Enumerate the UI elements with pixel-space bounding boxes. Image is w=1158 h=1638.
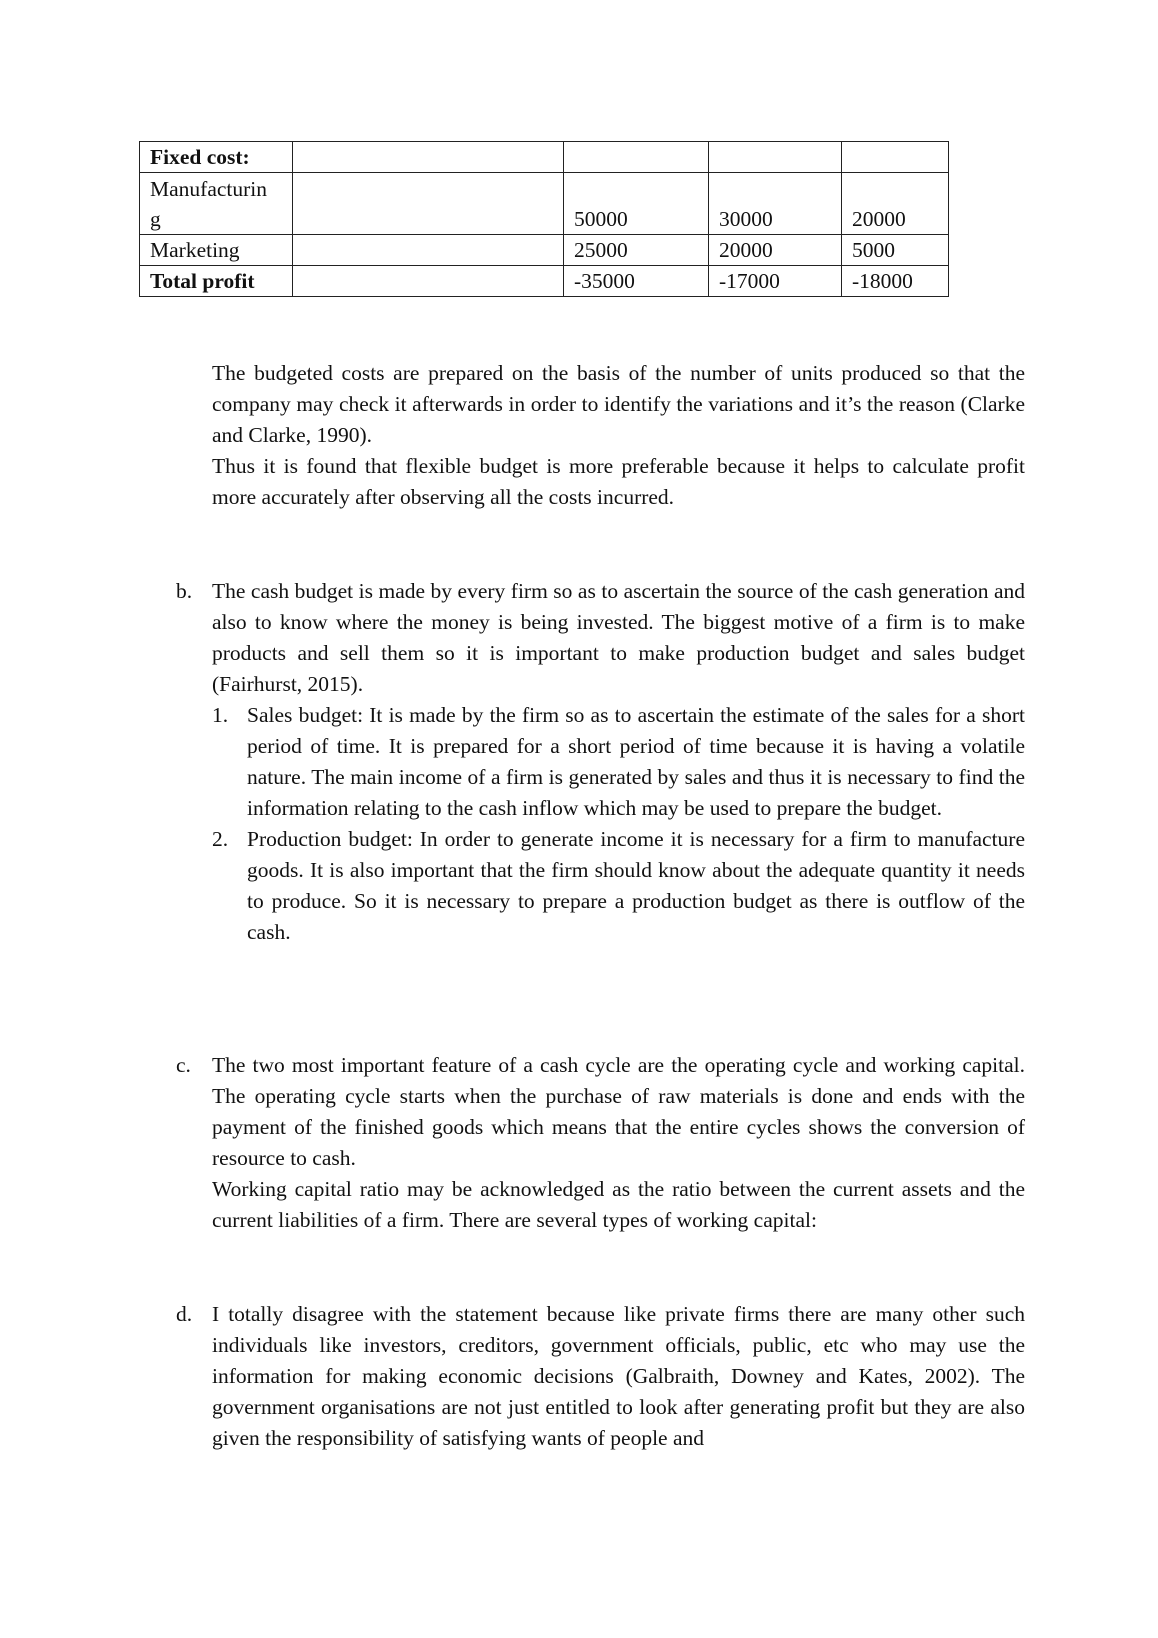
- section-c-paragraph-2: Working capital ratio may be acknowledged as the ratio between the current assets and the current liabilities of a firm. There are several types of working capital:: [212, 1177, 1025, 1232]
- table-row: [140, 142, 949, 173]
- intro-paragraph-2: Thus it is found that flexible budget is more preferable because it helps to calculate profit more accurately after observing all the costs incurred.: [212, 454, 1025, 509]
- table-cell: [293, 266, 564, 297]
- list-marker: b.: [176, 579, 193, 603]
- list-item-d: [176, 1299, 1025, 1454]
- table-cell: 25000: [564, 235, 709, 266]
- section-c-paragraph-1: The two most important feature of a cash cycle are the operating cycle and working capital. The operating cycle starts when the purchase of raw materials is done and ends with the payment of the finished goods which means that the entire cycles shows the conversion of resource to cash.: [212, 1053, 1025, 1170]
- table-cell: [293, 173, 564, 235]
- sub-list-text: Sales budget: It is made by the firm so as to ascertain the estimate of the sales for a short period of time. It is prepared for a short period of time because it is having a volatile nature. The main income of a firm is generated by sales and thus it is necessary to find the information relating to the cash inflow which may be used to prepare the budget.: [247, 703, 1025, 820]
- intro-text: [212, 358, 1025, 513]
- table-cell: -35000: [564, 266, 709, 297]
- row-label: Marketing: [140, 235, 293, 266]
- table-cell: [564, 142, 709, 173]
- table-cell: 30000: [709, 173, 842, 235]
- table-cell: [842, 142, 949, 173]
- sub-list-item: [212, 824, 1025, 948]
- section-b-text: The cash budget is made by every firm so as to ascertain the source of the cash generation and also to know where the money is being invested. The biggest motive of a firm is to make products and sell them so it is important to make production budget and sales budget (Fairhurst, 2015).: [212, 579, 1025, 696]
- table-cell: 5000: [842, 235, 949, 266]
- row-label: Total profit: [140, 266, 293, 297]
- table-cell: -17000: [709, 266, 842, 297]
- table-cell: -18000: [842, 266, 949, 297]
- sub-list-marker: 2.: [212, 827, 229, 851]
- sub-list-marker: 1.: [212, 703, 229, 727]
- table-row: [140, 235, 949, 266]
- table-row: [140, 173, 949, 235]
- cost-table: [139, 141, 949, 297]
- list-item-c: [176, 1050, 1025, 1236]
- sub-list-text: Production budget: In order to generate income it is necessary for a firm to manufacture goods. It is also important that the firm should know about the adequate quantity it needs to produce. So it is necessary to prepare a production budget as there is outflow of the cash.: [247, 827, 1025, 944]
- list-marker: d.: [176, 1302, 193, 1326]
- list-item-b: [176, 576, 1025, 948]
- table-row: [140, 266, 949, 297]
- table-cell: 50000: [564, 173, 709, 235]
- intro-paragraph-1: The budgeted costs are prepared on the basis of the number of units produced so that the company may check it afterwards in order to identify the variations and it’s the reason (Clarke and Clarke, 1990).: [212, 361, 1025, 447]
- table-cell: [293, 142, 564, 173]
- list-marker: c.: [176, 1053, 191, 1077]
- sub-list-item: [212, 700, 1025, 824]
- row-label: Manufacturin g: [140, 173, 293, 235]
- table-cell: [293, 235, 564, 266]
- row-label: Fixed cost:: [140, 142, 293, 173]
- table-cell: 20000: [709, 235, 842, 266]
- section-d-text: I totally disagree with the statement because like private firms there are many other such individuals like investors, creditors, government officials, public, etc who may use the information for making economic decisions (Galbraith, Downey and Kates, 2002). The government organisations are not just entitled to look after generating profit but they are also given the responsibility of satisfying wants of people and: [212, 1302, 1025, 1450]
- table-cell: [709, 142, 842, 173]
- table-cell: 20000: [842, 173, 949, 235]
